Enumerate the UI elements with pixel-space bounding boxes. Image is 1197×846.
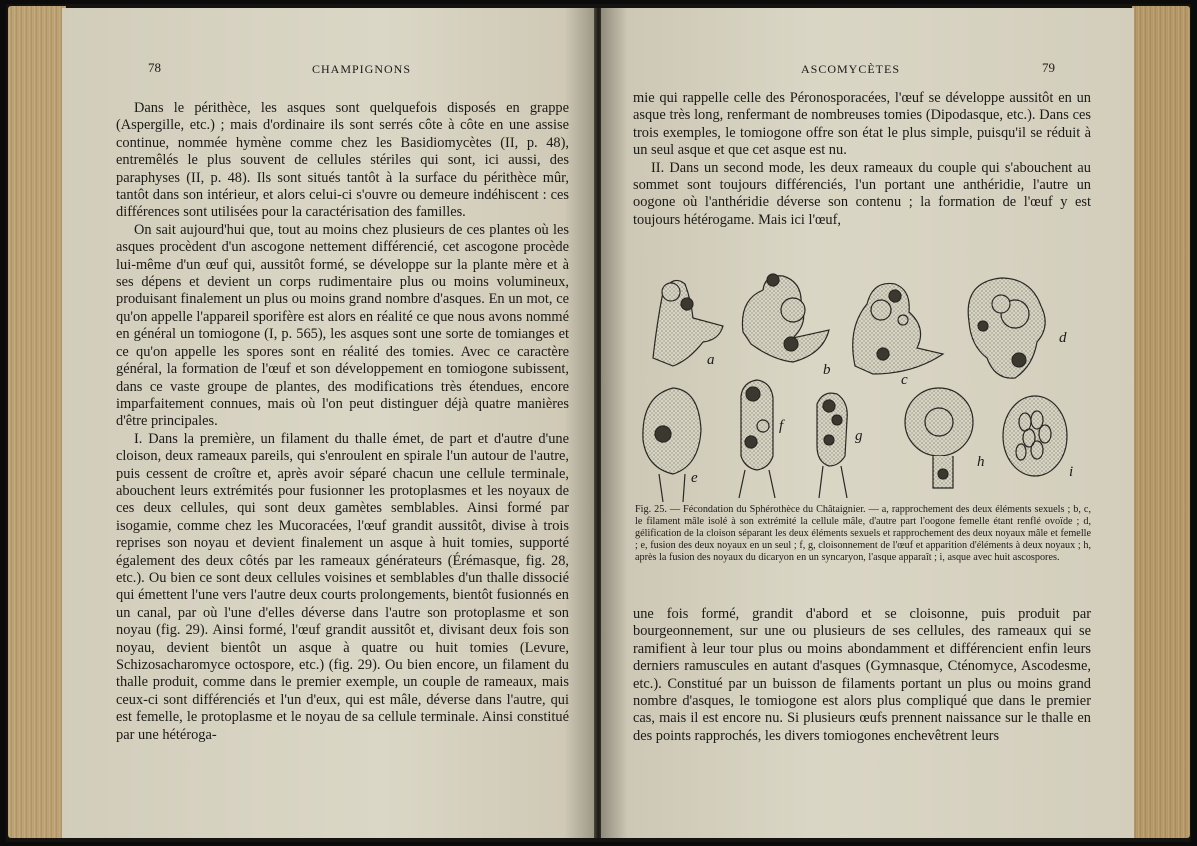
fig-cell-g xyxy=(817,393,847,498)
fig-letter-i: i xyxy=(1069,464,1074,480)
fig-letter-g: g xyxy=(855,428,863,444)
left-page-number: 78 xyxy=(148,60,161,75)
right-page xyxy=(601,8,1134,838)
paragraph: II. Dans un second mode, les deux rameaux du couple qui s'abouchent au sommet sont toujours différenciés, l'un portant une anthéridie, l'autre un oogone où l'anthéridie déverse son contenu ; la formation de l'œuf y est toujours hétérogame. Mais ici l'œuf, xyxy=(633,159,1091,228)
right-page-number: 79 xyxy=(1042,60,1055,75)
page-edges-left xyxy=(8,6,66,838)
figure-caption: Fig. 25. — Fécondation du Sphérothèce du Châtaignier. — a, rapprochement des deux éléments sexuels ; b, c, le filament mâle isolé à son extrémité la cellule mâle, d'autre part l'oogone femelle étant renflé ovoïde ; d, gélification de la cloison séparant les deux éléments sexuels et rapprochement des deux noyaux mâle et femelle ; e, fusion des deux noyaux en un seul ; f, g, cloisonnement de l'œuf et apparition d'éléments à deux noyaux ; h, après la fusion des noyaux du dicaryon en un syncaryon, l'asque apparaît ; i, asque avec huit ascospores. xyxy=(635,504,1091,564)
left-running-head: CHAMPIGNONS xyxy=(312,62,412,76)
fig-letter-e: e xyxy=(691,470,698,486)
page-edges-right xyxy=(1132,6,1190,838)
fig-letter-f: f xyxy=(779,418,784,434)
fig-cell-d xyxy=(968,278,1045,378)
fig-cell-f xyxy=(739,380,775,498)
fig-letter-b: b xyxy=(823,362,831,378)
paragraph: une fois formé, grandit d'abord et se cloisonne, puis produit par bourgeonnement, sur une ou plusieurs de ses cellules, des rameaux qui se ramifient à leur tour plus ou moins abondamment et différencient enfin leurs derniers ramuscules en autant d'asques (Gymnasque, Cténomyce, Ascodesme, etc.). Constitué par un buisson de filaments portant un plus ou moins grand nombre d'asques, le tomiogone est alors plus compliqué que dans le premier cas, mais il est encore nu. Si plusieurs œufs prennent naissance sur le thalle en des points rapprochés, les divers tomiogones enchevêtrent leurs xyxy=(633,606,1091,744)
right-running-head: ASCOMYCÈTES xyxy=(801,62,901,76)
fig-letter-c: c xyxy=(901,372,908,388)
fig-cell-h xyxy=(905,388,973,488)
fig-letter-d: d xyxy=(1059,330,1067,346)
right-body-text-top xyxy=(633,90,1091,229)
right-body-text-bottom xyxy=(633,606,1091,745)
paragraph: On sait aujourd'hui que, tout au moins chez plusieurs de ces plantes où les asques procèdent d'un ascogone nettement différencié, cet ascogone procède lui-même d'un œuf qui, aussitôt formé, se développe sur la plante mère et à ses dépens et devient un corps rudimentaire plus ou moins volumineux, produisant finalement un plus ou moins grand nombre d'asques. En un mot, ce qu'on appelle l'appareil sporifère est alors en réalité ce que nous avons nommé en général un tomiogone (I, p. 565), les asques sont une sorte de tomianges et ce qu'on appelle les spores sont en réalité des tomies. Avec ce caractère général, la formation de l'œuf et son développement en tomiogone subissent, dans ce vaste groupe de plantes, des modifications très étendues, encore imparfaitement connues, mais où l'on peut distinguer déjà quatre manières d'être principales. xyxy=(116,221,569,430)
fig-cell-b xyxy=(742,274,829,362)
fig-letter-a: a xyxy=(707,352,715,368)
paragraph: mie qui rappelle celle des Péronosporacées, l'œuf se développe aussitôt en un asque très long, renfermant de nombreuses tomies (Dipodasque, etc.). Dans ces trois exemples, le tomiogone offre son état le plus simple, puisqu'il se réduit à un seul asque et que cet asque est nu. xyxy=(633,90,1091,159)
fig-cell-i xyxy=(1003,396,1067,476)
left-body-text xyxy=(116,100,569,744)
fig25-illustration xyxy=(633,270,1093,502)
left-page xyxy=(62,8,596,838)
fig-cell-c xyxy=(853,283,943,374)
fig-letter-h: h xyxy=(977,454,985,470)
paragraph: I. Dans la première, un filament du thalle émet, de part et d'autre d'une cloison, deux rameaux pareils, qui s'enroulent en spirale l'un autour de l'autre, puis cessent de croître et, après avoir séparé chacun une cellule terminale, abouchent leurs extrémités pour fusionner les protoplasmes et les noyaux de ces deux cellules, qui sont deux gamètes semblables. Ainsi formé par isogamie, comme chez les Mucoracées, l'œuf grandit aussitôt, divise à trois reprises son noyau et devient finalement un asque à huit tomies, supporté également des deux côtés par les rameaux générateurs (Érémasque, fig. 28, etc.). Ou bien ce sont deux cellules voisines et semblables d'un thalle dissocié qui émettent l'une vers l'autre deux courts prolongements, bientôt fusionnés en un canal, par où l'une d'elles déverse dans l'autre son protoplasme et son noyau (fig. 29). Ainsi formé, l'œuf grandit aussitôt et, divisant deux fois son noyau, devient bientôt un asque à quatre ou huit tomies (Levure, Schizosacharomyce octospore, etc.) (fig. 29). Ou bien encore, un filament du thalle produit, comme dans le premier exemple, un couple de rameaux, mais ceux-ci sont différenciés et l'un d'eux, qui est mâle, déverse dans l'autre, qui est femelle, le protoplasme et le noyau de sa cellule terminale. Ainsi constitué par une hétéroga- xyxy=(116,430,569,743)
paragraph: Dans le périthèce, les asques sont quelquefois disposés en grappe (Aspergille, etc.) ; mais d'ordinaire ils sont serrés côte à côte en une assise continue, nommée hymène comme chez les Basidiomycètes (II, p. 48), entremêlés le plus souvent de cellules stériles qui sont, ici aussi, des paraphyses (II, p. 48). Ils sont situés tantôt à la surface du périthèce mûr, tantôt dans son intérieur, et alors celui-ci s'ouvre ou demeure indéhiscent : ces différences sont utilisées pour la caractérisation des familles. xyxy=(116,100,569,221)
